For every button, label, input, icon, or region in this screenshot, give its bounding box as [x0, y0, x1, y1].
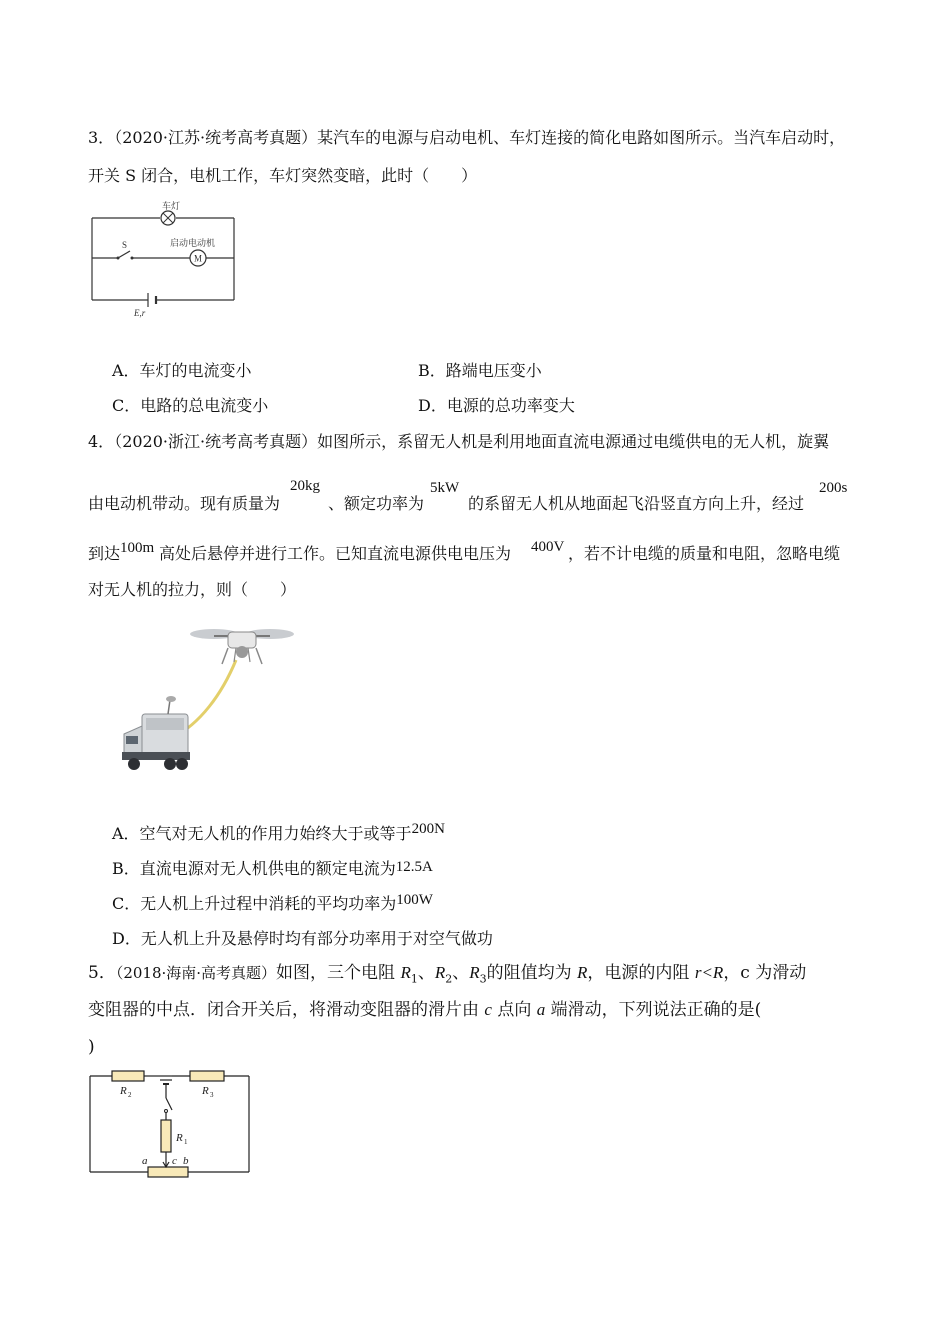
truck-icon: [122, 696, 190, 770]
q5-circuit-diagram: [84, 1066, 256, 1182]
switch-label: S: [122, 240, 128, 250]
q5-line1: 5．（2018·海南·高考真题）如图，三个电阻 $R_1$、$R_2$、$R_3$的阻值均为 R，电源的内阻 r<R，c 为滑动: [88, 963, 807, 986]
switch-icon: [117, 257, 134, 260]
lamp-label: 车灯: [162, 201, 181, 211]
r2-label: R: [120, 1085, 127, 1097]
tethered-drone-image: [110, 614, 310, 784]
q3-option-d[interactable]: D．电源的总功率变大: [418, 396, 575, 415]
q4-line4: 对无人机的拉力，则（ ）: [88, 580, 297, 599]
q4-line3-c: ，若不计电缆的质量和电阻，忽略电缆: [568, 544, 841, 563]
question-stem: 如图所示，系留无人机是利用地面直流电源通过电缆供电的无人机，旋翼: [317, 432, 830, 451]
r1-label: R: [176, 1132, 183, 1144]
r3-subscript: 3: [210, 1091, 214, 1099]
option-a-text: A．空气对无人机的作用力始终大于或等于: [112, 824, 412, 843]
power-value: 5kW: [430, 480, 460, 496]
question-number: 5．: [88, 963, 116, 983]
q5-line2: 变阻器的中点．闭合开关后，将滑动变阻器的滑片由 c 点向 a 端滑动，下列说法正确的是(: [88, 1000, 762, 1020]
q3-circuit-diagram: [84, 196, 244, 326]
lamp-icon: [161, 211, 175, 225]
r2-subscript: 2: [128, 1091, 132, 1099]
q4-line2-a: 由电动机带动。现有质量为: [88, 494, 281, 513]
resistor-r3-icon: [190, 1071, 224, 1081]
mass-value: 20kg: [290, 478, 320, 494]
q3-option-c[interactable]: C．电路的总电流变小: [112, 396, 269, 415]
height-value: 100m: [120, 540, 155, 556]
q4-option-d[interactable]: D．无人机上升及悬停时均有部分功率用于对空气做功: [112, 929, 493, 948]
q3-line1: [88, 128, 845, 148]
q4-line3-b: 高处后悬停并进行工作。已知直流电源供电电压为: [159, 544, 512, 563]
r1-subscript: 1: [184, 1138, 188, 1146]
point-a-label: a: [142, 1155, 148, 1167]
question-number: 4．: [88, 432, 115, 451]
q4-line2-c: 的系留无人机从地面起飞沿竖直方向上升，经过: [468, 494, 805, 513]
question-stem: 某汽车的电源与启动电机、车灯连接的简化电路如图所示。当汽车启动时，: [317, 128, 846, 147]
q3-option-b[interactable]: B．路端电压变小: [418, 361, 542, 380]
time-value: 200s: [819, 480, 848, 496]
point-b-label: b: [183, 1155, 189, 1167]
drone-icon: [190, 629, 294, 664]
switch-icon: [165, 1110, 168, 1113]
q4-option-c[interactable]: [112, 894, 433, 915]
point-c-label: c: [172, 1155, 177, 1167]
q3-line2: 开关 S 闭合，电机工作，车灯突然变暗，此时（ ）: [88, 166, 478, 185]
resistor-r1-icon: [161, 1120, 171, 1152]
option-a-value: 200N: [411, 821, 445, 837]
q4-line3-a: 到达: [88, 544, 121, 563]
battery-icon: [160, 1076, 172, 1090]
option-b-text: B．直流电源对无人机供电的额定电流为: [112, 859, 396, 878]
question-source: （2018·海南·高考真题）: [115, 964, 277, 982]
motor-label: 启动电动机: [170, 238, 216, 248]
voltage-value: 400V: [531, 539, 565, 555]
resistor-r2-icon: [112, 1071, 144, 1081]
battery-icon: [148, 293, 156, 307]
q4-option-a[interactable]: [112, 821, 445, 845]
question-source: （2020·浙江·统考高考真题）: [114, 432, 318, 451]
option-c-text: C．无人机上升过程中消耗的平均功率为: [112, 894, 397, 913]
r3-label: R: [202, 1085, 209, 1097]
option-c-value: 100W: [396, 892, 433, 908]
q4-line2-b: 、额定功率为: [328, 494, 425, 513]
q3-option-a[interactable]: A．车灯的电流变小: [112, 361, 252, 380]
question-number: 3．: [88, 128, 115, 147]
motor-symbol: M: [194, 253, 203, 264]
option-b-value: 12.5A: [395, 859, 433, 875]
question-source: （2020·江苏·统考高考真题）: [114, 128, 318, 147]
q4-option-b[interactable]: [112, 859, 433, 880]
source-label: E,r: [134, 308, 146, 318]
q5-line3: ): [88, 1037, 95, 1057]
q4-line1: [88, 432, 829, 452]
rheostat-icon: [148, 1167, 188, 1177]
